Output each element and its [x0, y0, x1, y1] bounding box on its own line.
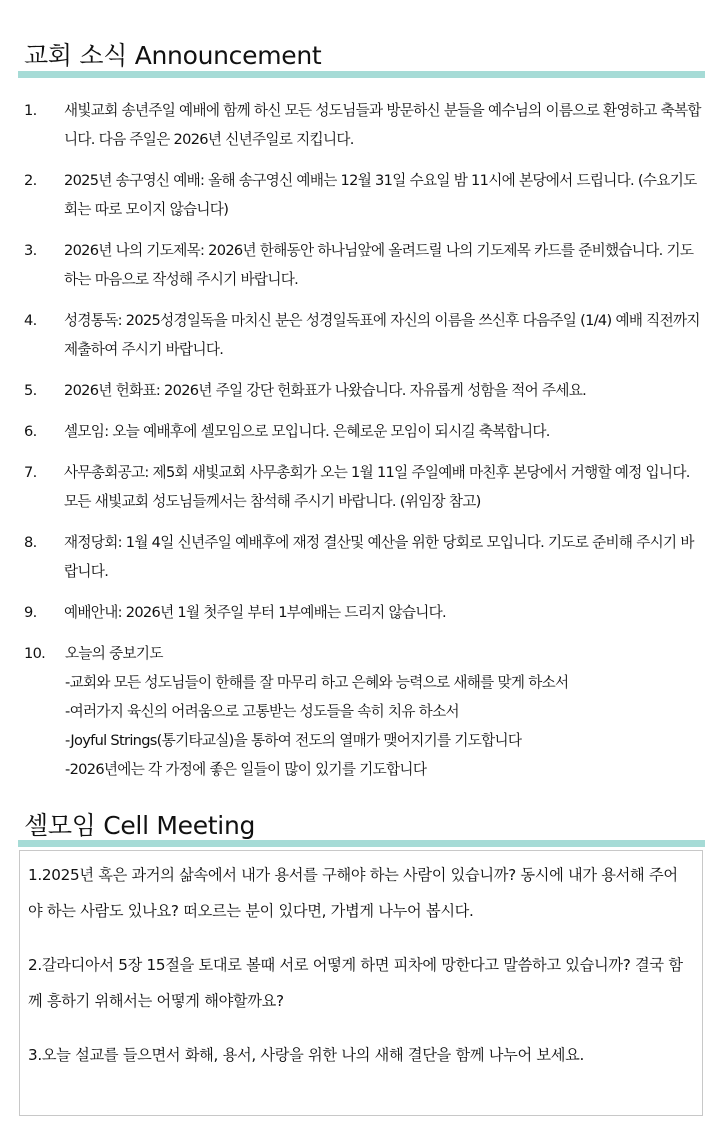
announcement-text: 2026년 헌화표: 2026년 주일 강단 헌화표가 나왔습니다. 자유롭게 성함을 적어 주세요.	[64, 382, 587, 399]
announcement-number: 6.	[24, 423, 37, 440]
announcement-number: 7.	[24, 464, 37, 481]
announcement-number: 9.	[24, 604, 37, 621]
announcement-text: 재정당회: 1월 4일 신년주일 예배후에 재정 결산및 예산을 위한 당회로 모입니다. 기도로 준비해 주시기 바랍니다.	[64, 534, 694, 580]
announcement-number: 10.	[24, 645, 46, 662]
announcement-item	[24, 306, 704, 364]
announcement-text: 예배안내: 2026년 1월 첫주일 부터 1부예배는 드리지 않습니다.	[64, 604, 446, 621]
announcement-text: 셀모임: 오늘 예배후에 셀모임으로 모입니다. 은혜로운 모임이 되시길 축복합니다.	[64, 423, 550, 440]
announcement-number: 1.	[24, 102, 37, 119]
prayer-line: -교회와 모든 성도님들이 한해를 잘 마무리 하고 은혜와 능력으로 새해를 맞게 하소서	[65, 674, 569, 691]
cell-meeting-box	[19, 850, 703, 1116]
cell-question: 3.오늘 설교를 들으면서 화해, 용서, 사랑을 위한 나의 새해 결단을 함께 나누어 보세요.	[28, 1046, 585, 1064]
prayer-item	[24, 639, 704, 784]
announcement-number: 3.	[24, 242, 37, 259]
announcement-item	[24, 598, 704, 627]
announcement-number: 8.	[24, 534, 37, 551]
announcement-divider	[18, 71, 705, 78]
cell-meeting-divider	[18, 840, 705, 847]
prayer-title: 오늘의 중보기도	[65, 645, 163, 662]
prayer-line: -여러가지 육신의 어려움으로 고통받는 성도들을 속히 치유 하소서	[65, 703, 459, 720]
announcement-number: 2.	[24, 172, 37, 189]
prayer-line: -2026년에는 각 가정에 좋은 일들이 많이 있기를 기도합니다	[65, 761, 427, 778]
announcement-item	[24, 236, 704, 294]
announcement-number: 5.	[24, 382, 37, 399]
announcement-item	[24, 417, 704, 446]
prayer-block	[64, 639, 704, 784]
announcement-number: 4.	[24, 312, 37, 329]
announcement-text: 2025년 송구영신 예배: 올해 송구영신 예배는 12월 31일 수요일 밤 11시에 본당에서 드립니다. (수요기도회는 따로 모이지 않습니다)	[64, 172, 697, 218]
announcement-item	[24, 166, 704, 224]
announcement-item	[24, 528, 704, 586]
announcement-title: 교회 소식 Announcement	[24, 41, 322, 70]
announcement-item	[24, 96, 704, 154]
announcement-item	[24, 376, 704, 405]
prayer-line: -Joyful Strings(통기타교실)을 통하여 전도의 열매가 맺어지기를 기도합니다	[65, 732, 522, 749]
announcement-text: 새빛교회 송년주일 예배에 함께 하신 모든 성도님들과 방문하신 분들을 예수님의 이름으로 환영하고 축복합니다. 다음 주일은 2026년 신년주일로 지킵니다.	[64, 102, 701, 148]
cell-meeting-title: 셀모임 Cell Meeting	[24, 811, 256, 840]
cell-question: 1.2025년 혹은 과거의 삶속에서 내가 용서를 구해야 하는 사람이 있습니까? 동시에 내가 용서해 주어야 하는 사람도 있나요? 떠오르는 분이 있다면, 가볍게 나누어 봅시다.	[28, 866, 678, 920]
cell-question: 2.갈라디아서 5장 15절을 토대로 볼때 서로 어떻게 하면 피차에 망한다고 말씀하고 있습니까? 결국 함께 흥하기 위해서는 어떻게 해야할까요?	[28, 956, 683, 1010]
announcement-text: 성경통독: 2025성경일독을 마치신 분은 성경일독표에 자신의 이름을 쓰신후 다음주일 (1/4) 예배 직전까지 제출하여 주시기 바랍니다.	[64, 312, 700, 358]
announcement-item	[24, 458, 704, 516]
announcement-text: 2026년 나의 기도제목: 2026년 한해동안 하나님앞에 올려드릴 나의 기도제목 카드를 준비했습니다. 기도하는 마음으로 작성해 주시기 바랍니다.	[64, 242, 694, 288]
announcement-text: 사무총회공고: 제5회 새빛교회 사무총회가 오는 1월 11일 주일예배 마친후 본당에서 거행할 예정 입니다. 모든 새빛교회 성도님들께서는 참석해 주시기 바랍니다. (위임장 참고)	[64, 464, 690, 510]
announcement-list	[24, 96, 704, 784]
